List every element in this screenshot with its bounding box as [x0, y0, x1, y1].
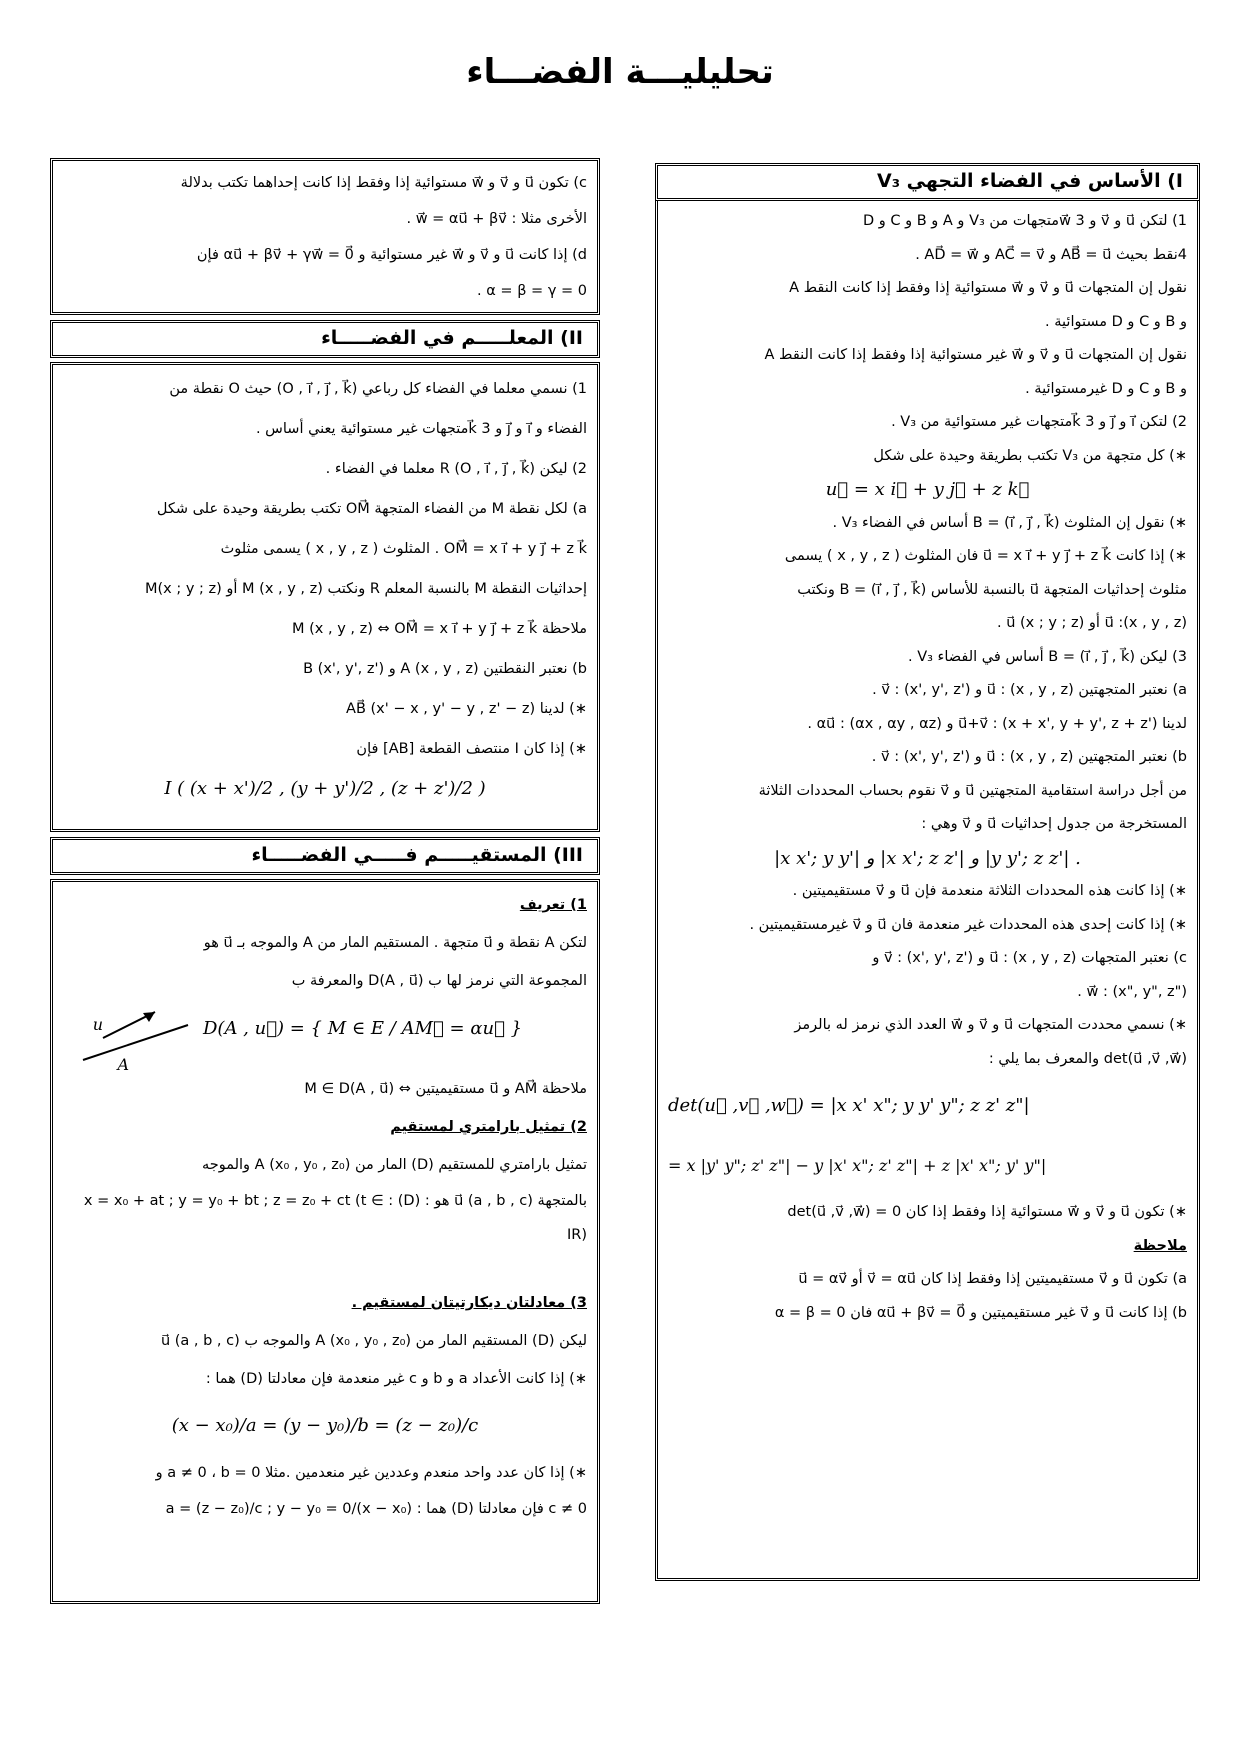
- text-line: لتكن A نقطة و u⃗ متجهة . المستقيم المار من A والموجه بـ u⃗ هو: [203, 935, 587, 951]
- right-column: [655, 163, 1200, 1581]
- text-line: a) تكون u⃗ و v⃗ مستقيميتين إذا وفقط إذا كان v⃗ = αu⃗ أو u⃗ = αv⃗: [798, 1271, 1187, 1287]
- text-line: ∗) نسمي محددت المتجهات u⃗ و v⃗ و w⃗ العدد الذي نرمز له بالرمز: [794, 1017, 1187, 1033]
- cartesian-equations: (x − x₀)/a = (y − y₀)/b = (z − z₀)/c: [171, 1415, 479, 1436]
- text-line: α = β = γ = 0 .: [477, 283, 587, 299]
- determinant-expansion: = x |y' y"; z' z"| − y |x' x"; z' z"| + z |x' x"; y' y"|: [668, 1156, 1047, 1175]
- text-line: المستخرجة من جدول إحداثيات u⃗ و v⃗ وهي :: [921, 816, 1187, 832]
- text-line: 4نقط بحيث AB⃗ = u⃗ و AC⃗ = v⃗ و AD⃗ = w⃗ .: [915, 246, 1187, 263]
- text-line: ∗) إذا كان عدد واحد منعدم وعددين غير منعدمين .مثلا a ≠ 0 ، b = 0 و: [155, 1465, 587, 1481]
- section-2-title: II) المعلـــــم في الفضـــــاء: [50, 320, 600, 358]
- svg-text:u: u: [92, 1015, 103, 1034]
- text-line: الأخرى مثلا : w⃗ = αu⃗ + βv⃗ .: [406, 211, 587, 227]
- text-line: 1) لتكن u⃗ و v⃗ و w⃗ 3متجهات من V₃ و A و B و C و D: [862, 213, 1187, 229]
- text-line: d) إذا كانت u⃗ و v⃗ و w⃗ غير مستوائية و αu⃗ + βv⃗ + γw⃗ = 0⃗ فإن: [196, 247, 587, 263]
- line-definition-formula: D(A , u⃗) = { M ∈ E / AM⃗ = αu⃗ }: [203, 1018, 523, 1039]
- text-line: لدينا u⃗+v⃗ : (x + x', y + y', z + z') و αu⃗ : (αx , αy , αz) .: [807, 715, 1187, 732]
- formula: u⃗ = x i⃗ + y j⃗ + z k⃗: [825, 479, 1030, 500]
- text-line: ∗) إذا كانت إحدى هذه المحددات غير منعدمة فان u⃗ و v⃗ غيرمستقيميتين .: [749, 916, 1187, 933]
- svg-text:A: A: [117, 1055, 129, 1070]
- section-1-body: [655, 201, 1200, 1581]
- section-1-content: [658, 201, 1197, 1334]
- text-line: ∗) إذا كان I منتصف القطعة [AB] فإن: [356, 741, 587, 757]
- text-line: ∗) إذا كانت هذه المحددات الثلاثة منعدمة فإن u⃗ و v⃗ مستقيميتين .: [792, 883, 1187, 899]
- parametric-system: بالمتجهة u⃗ (a , b , c) هو : (D) : x = x₀ + at ; y = y₀ + bt ; z = z₀ + ct (t ∈ IR): [83, 1193, 587, 1243]
- subheading: 1) تعريف: [519, 897, 587, 913]
- determinant-formula: det(u⃗ ,v⃗ ,w⃗) = |x x' x"; y y' y"; z z' z"|: [668, 1095, 1030, 1116]
- text-line: det(u⃗ ,v⃗ ,w⃗) والمعرف بما يلي :: [988, 1050, 1187, 1067]
- text-line: و B و C و D مستوائية .: [1045, 313, 1187, 330]
- text-line: 2) ليكن R (O , i⃗ , j⃗ , k⃗) معلما في الفضاء .: [325, 461, 587, 477]
- note-line: ملاحظة AM⃗ و u⃗ مستقيميتين ⇔ M ∈ D(A , u⃗): [304, 1081, 587, 1097]
- text-line: c) تكون u⃗ و v⃗ و w⃗ مستوائية إذا وفقط إذا كانت إحداهما تكتب بدلالة: [180, 175, 587, 191]
- section-2-content: [53, 365, 597, 813]
- text-line: نقول إن المتجهات u⃗ و v⃗ و w⃗ غير مستوائية إذا وفقط إذا كانت النقط A: [764, 347, 1187, 363]
- text-line: ∗) لدينا AB⃗ (x' − x , y' − y , z' − z): [346, 701, 587, 717]
- text-line: c) نعتبر المتجهات u⃗ : (x , y , z) و v⃗ : (x', y', z') و: [872, 950, 1187, 966]
- text-line: ∗) نقول إن المثلوث B = (i⃗ , j⃗ , k⃗) أساس في الفضاء V₃ .: [832, 514, 1187, 531]
- text-line: b) نعتبر النقطتين A (x , y , z) و B (x', y', z'): [303, 661, 587, 677]
- left-column: [50, 158, 600, 1604]
- section-3-body: [50, 879, 600, 1604]
- text-line: a) لكل نقطة M من الفضاء المتجهة OM⃗ تكتب بطريقة وحيدة على شكل: [156, 501, 587, 517]
- note-heading: ملاحظة: [1133, 1237, 1187, 1254]
- text-line: المجموعة التي نرمز لها ب D(A , u⃗) والمعرفة ب: [291, 973, 587, 989]
- text-line: نقول إن المتجهات u⃗ و v⃗ و w⃗ مستوائية إذا وفقط إذا كانت النقط A: [789, 280, 1187, 296]
- line-diagram: [63, 1000, 193, 1070]
- cartesian-system: c ≠ 0 فإن معادلتا (D) هما : (x − x₀)/a = (z − z₀)/c ; y − y₀ = 0: [165, 1501, 587, 1517]
- determinant-formula: |x x'; y y'| و |x x'; z z'| و |y y'; z z'| .: [774, 847, 1081, 869]
- section-3-content: [53, 882, 597, 1530]
- left-top-content: [53, 161, 597, 313]
- text-line: ∗) إذا كانت u⃗ = x i⃗ + y j⃗ + z k⃗ فان المثلوث ( x , y , z ) يسمى: [784, 548, 1187, 564]
- text-line: OM⃗ = x i⃗ + y j⃗ + z k⃗ . المثلوث ( x , y , z ) يسمى مثلوث: [220, 541, 587, 557]
- note-line: ملاحظة M (x , y , z) ⇔ OM⃗ = x i⃗ + y j⃗ + z k⃗: [292, 621, 587, 637]
- text-line: و B و C و D غيرمستوائية .: [1025, 380, 1187, 397]
- subheading: 3) معادلتان ديكارتيتان لمستقيم .: [351, 1295, 587, 1311]
- text-line: ∗) تكون u⃗ و v⃗ و w⃗ مستوائية إذا وفقط إذا كان det(u⃗ ,v⃗ ,w⃗) = 0: [787, 1204, 1187, 1220]
- text-line: a) نعتبر المتجهتين u⃗ : (x , y , z) و v⃗ : (x', y', z') .: [872, 682, 1187, 698]
- text-line: 2) لتكن i⃗ و j⃗ و k⃗ 3متجهات غير مستوائية من V₃ .: [891, 414, 1187, 430]
- text-line: تمثيل بارامتري للمستقيم (D) المار من A (x₀ , y₀ , z₀) والموجه: [202, 1157, 587, 1173]
- text-line: b) نعتبر المتجهتين u⃗ : (x , y , z) و v⃗ : (x', y', z') .: [871, 749, 1187, 765]
- text-line: ∗) إذا كانت الأعداد a و b و c غير منعدمة فإن معادلتا (D) هما :: [205, 1371, 587, 1387]
- section-1-title: I) الأساس في الفضاء التجهي V₃: [655, 163, 1200, 201]
- text-line: 3) ليكن B = (i⃗ , j⃗ , k⃗) أساس في الفضاء V₃ .: [908, 648, 1187, 665]
- midpoint-formula: I ( (x + x')/2 , (y + y')/2 , (z + z')/2 ): [164, 778, 486, 799]
- line-definition-row: [63, 1000, 587, 1070]
- section-2-body: [50, 362, 600, 832]
- text-line: w⃗ : (x", y", z") .: [1077, 983, 1187, 1000]
- text-line: ليكن (D) المستقيم المار من A (x₀ , y₀ , z₀) والموجه ب u⃗ (a , b , c): [160, 1333, 587, 1349]
- subheading: 2) تمثيل بارامتري لمستقيم: [390, 1119, 587, 1135]
- text-line: b) إذا كانت u⃗ و v⃗ غير مستقيميتين و αu⃗ + βv⃗ = 0⃗ فان α = β = 0: [774, 1304, 1187, 1321]
- text-line: 1) نسمي معلما في الفضاء كل رباعي (O , i⃗ , j⃗ , k⃗) حيث O نقطة من: [169, 381, 587, 397]
- text-line: ∗) كل متجهة من V₃ تكتب بطريقة وحيدة على شكل: [873, 447, 1187, 464]
- section-3-title: III) المستقيـــــم فـــــي الفضـــــاء: [50, 837, 600, 875]
- text-line: الفضاء و i⃗ و j⃗ و k⃗ 3متجهات غير مستوائية يعني أساس .: [255, 421, 587, 437]
- text-line: من أجل دراسة استقامية المتجهتين u⃗ و v⃗ نقوم بحساب المحددات الثلاثة: [758, 782, 1187, 799]
- text-line: إحداثيات النقطة M بالنسبة المعلم R ونكتب M (x , y , z) أو M(x ; y ; z): [144, 581, 587, 597]
- text-line: u⃗ :(x , y , z) أو u⃗ (x ; y ; z) .: [997, 615, 1187, 631]
- left-top-box: [50, 158, 600, 315]
- page-title: تحليليـــة الفضـــاء: [466, 52, 774, 92]
- text-line: مثلوث إحداثيات المتجهة u⃗ بالنسبة للأساس B = (i⃗ , j⃗ , k⃗) ونكتب: [797, 581, 1187, 598]
